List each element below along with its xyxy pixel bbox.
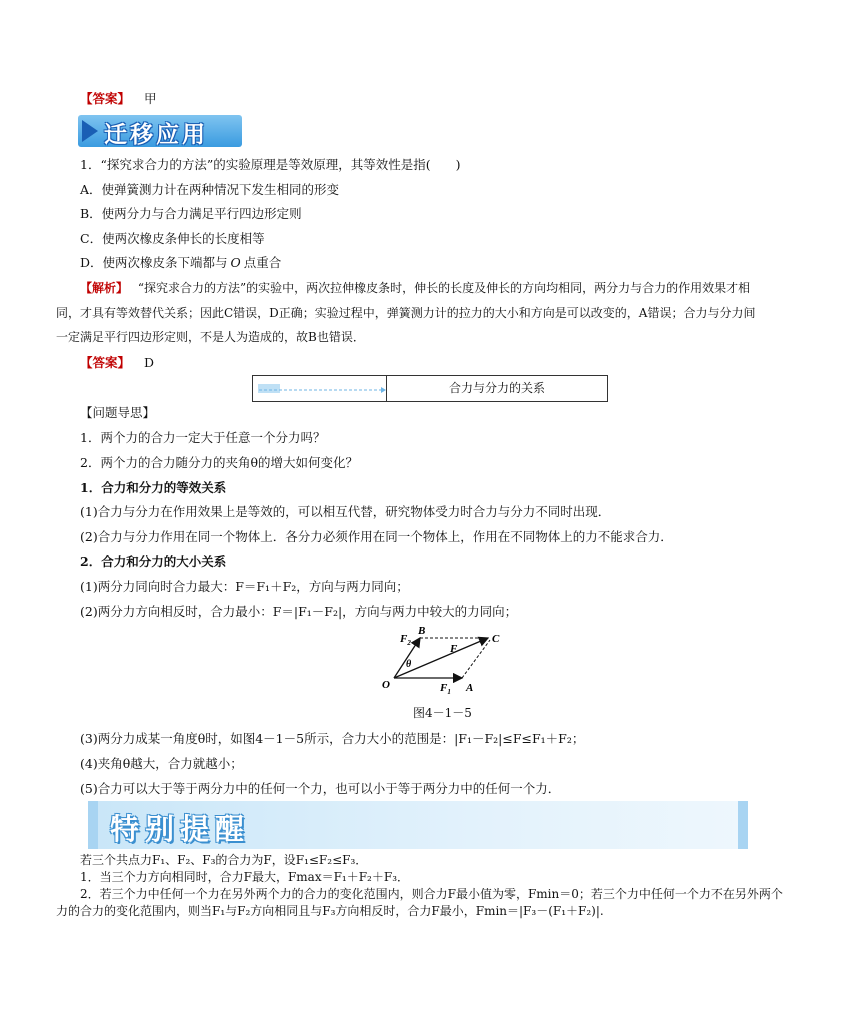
answer-line-1 — [80, 89, 157, 107]
guide-q2: 2．两个力的合力随分力的夹角θ的增大如何变化？ — [80, 455, 358, 470]
guide-title: 【问题导思】 — [80, 405, 156, 420]
banner-note — [88, 801, 748, 849]
topic-header-box — [252, 375, 608, 402]
section1-p2: (2)合力与分力作用在同一个物体上．各分力必须作用在同一个物体上，作用在不同物体上的力不能求合力． — [80, 529, 673, 544]
label-c: C — [492, 633, 500, 645]
label-o: O — [382, 679, 390, 691]
answer-tag: 【答案】 — [80, 355, 131, 370]
option-d: D．使两次橡皮条下端都与 O 点重合 — [80, 255, 282, 270]
answer-tag: 【答案】 — [80, 91, 131, 106]
figure-caption: 图4－1－5 — [413, 706, 472, 720]
banner-apply-title: 迁移应用 — [104, 122, 208, 148]
section2-p3: (3)两分力成某一角度θ时，如图4－1－5所示，合力大小的范围是：|F₁－F₂|≤F≤F₁＋F₂； — [80, 731, 585, 746]
answer-value: 甲 — [144, 91, 157, 106]
section1-title: 1．合力和分力的等效关系 — [80, 480, 227, 495]
guide-q1: 1．两个力的合力一定大于任意一个分力吗？ — [80, 430, 326, 445]
label-f: F — [450, 643, 458, 655]
section2-p2: (2)两分力方向相反时，合力最小：F＝|F₁－F₂|，方向与两力中较大的力同向； — [80, 604, 518, 619]
topic-title: 合力与分力的关系 — [448, 381, 545, 395]
analysis-line-1: 【解析】 “探究求合力的方法”的实验中，两次拉伸橡皮条时，伸长的长度及伸长的方向均相同，两分力与合力的作用效果才相 — [80, 281, 751, 295]
analysis-line-3: 一定满足平行四边形定则，不是人为造成的，故B也错误． — [56, 330, 365, 344]
question-stem: 1．“探究求合力的方法”的实验原理是等效原理，其等效性是指( ) — [80, 157, 461, 172]
play-arrow-icon — [82, 120, 98, 142]
answer-value: D — [144, 355, 155, 370]
section2-p1: (1)两分力同向时合力最大：F＝F₁＋F₂，方向与两力同向； — [80, 579, 409, 594]
note-line-2a: 2．若三个力中任何一个力在另外两个力的合力的变化范围内，则合力F最小值为零，Fmin＝0；若三个力中任何一个力不在另外两个 — [80, 887, 783, 901]
label-theta: θ — [406, 659, 412, 670]
note-line-1: 1．当三个力方向相同时，合力F最大，Fmax＝F₁＋F₂＋F₃． — [80, 870, 409, 884]
arrow-decoration-icon — [253, 376, 386, 401]
banner-note-title: 特别提醒 — [110, 812, 251, 846]
section2-title: 2．合力和分力的大小关系 — [80, 554, 227, 569]
option-c: C．使两次橡皮条伸长的长度相等 — [80, 231, 265, 246]
label-f2: $F_2$ — [400, 633, 411, 647]
note-line-2b: 力的合力的变化范围内，则当F₁与F₂方向相同且与F₃方向相反时，合力F最小，Fmin＝|F₃－(F₁＋F₂)|. — [56, 904, 604, 918]
note-intro: 若三个共点力F₁、F₂、F₃的合力为F，设F₁≤F₂≤F₃． — [80, 853, 368, 867]
answer-line-2 — [80, 353, 154, 371]
section1-p1: (1)合力与分力在作用效果上是等效的，可以相互代替，研究物体受力时合力与分力不同时出现． — [80, 504, 611, 519]
label-b: B — [418, 625, 426, 637]
analysis-tag: 【解析】 — [80, 281, 129, 295]
label-a: A — [466, 682, 474, 694]
label-f1: $F_1$ — [440, 682, 451, 696]
analysis-line-2: 同，才具有等效替代关系；因此C错误，D正确；实验过程中，弹簧测力计的拉力的大小和方向是可以改变的，A错误；合力与分力间 — [56, 306, 756, 320]
option-b: B．使两分力与合力满足平行四边形定则 — [80, 206, 302, 221]
option-a: A．使弹簧测力计在两种情况下发生相同的形变 — [80, 182, 340, 197]
force-diagram — [380, 622, 520, 697]
topic-decoration — [253, 376, 387, 401]
section2-p4: (4)夹角θ越大，合力就越小； — [80, 756, 243, 771]
banner-apply — [78, 115, 242, 147]
parallelogram-figure — [380, 622, 520, 700]
section2-p5: (5)合力可以大于等于两分力中的任何一个力，也可以小于等于两分力中的任何一个力． — [80, 781, 561, 796]
